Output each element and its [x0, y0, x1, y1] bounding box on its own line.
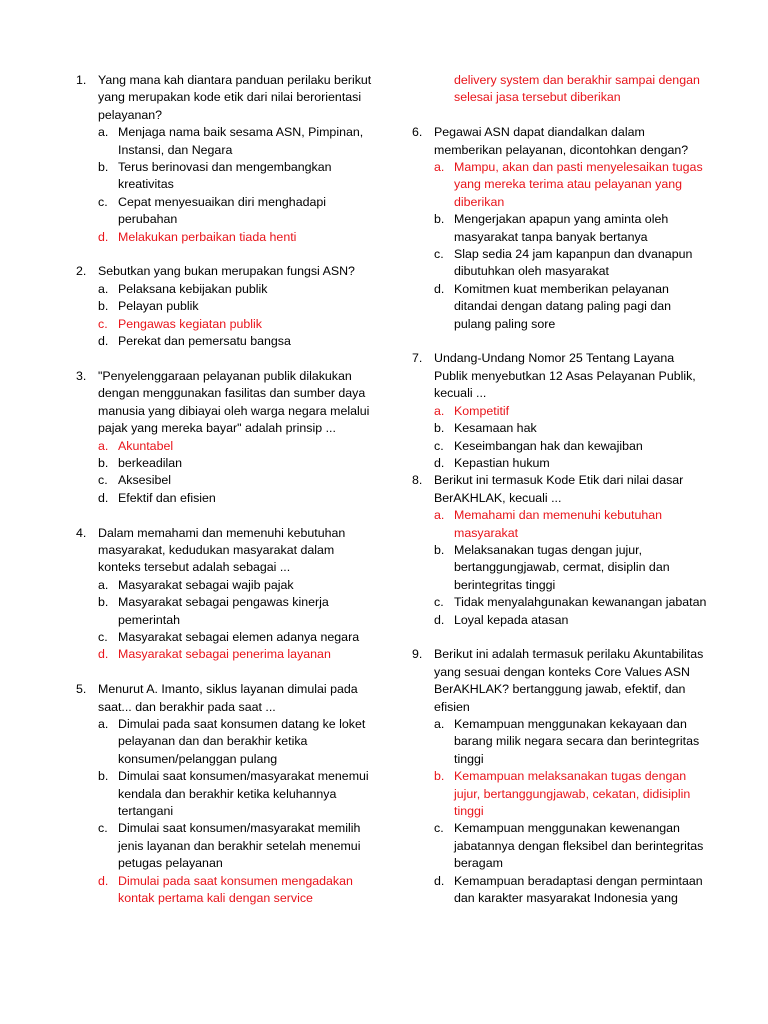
option-text: Dimulai pada saat konsumen mengadakan kontak pertama kali dengan service — [118, 873, 353, 906]
option-letter: d. — [434, 873, 445, 888]
option-text: Dimulai saat konsumen/masyarakat memilih jenis layanan dan berakhir setelah menemui petugas pelayanan — [118, 821, 361, 871]
option — [98, 124, 372, 159]
question-2 — [72, 263, 372, 350]
option-list — [434, 159, 708, 333]
question-number: 3. — [76, 368, 87, 383]
option-text: Efektif dan efisien — [118, 490, 216, 505]
option — [434, 420, 708, 437]
option-letter: a. — [98, 438, 109, 453]
option-text: Dimulai saat konsumen/masyarakat menemui kendala dan berakhir ketika keluhannya tertangani — [118, 769, 369, 818]
option-letter: b. — [98, 160, 109, 175]
option-text: Tidak menyalahgunakan kewanangan jabatan — [454, 595, 707, 610]
option — [434, 281, 708, 333]
option-letter: b. — [98, 455, 109, 470]
option-letter: d. — [434, 281, 445, 296]
option-text: Kemampuan menggunakan kekayaan dan barang milik negara secara dan berintegritas tinggi — [454, 716, 700, 766]
option-correct — [98, 873, 372, 908]
option — [98, 333, 372, 350]
spacer — [408, 107, 708, 124]
option-list — [434, 403, 708, 473]
option-list — [98, 124, 372, 246]
question-text: Dalam memahami dan memenuhi kebutuhan masyarakat, kedudukan masyarakat dalam konteks tersebut adalah sebagai ... — [98, 525, 346, 575]
spacer — [72, 664, 372, 681]
option-text: Masyarakat sebagai penerima layanan — [118, 647, 331, 662]
question-text: Berikut ini adalah termasuk perilaku Akuntabilitas yang sesuai dengan konteks Core Values ASN BerAKHLAK? bertanggung jawab, efektif, dan efisien — [434, 647, 704, 714]
option-text: Memahami dan memenuhi kebutuhan masyarakat — [454, 508, 663, 540]
option-text: Loyal kepada atasan — [454, 612, 569, 627]
option-list — [98, 281, 372, 351]
option-letter: a. — [434, 160, 445, 175]
option-letter: b. — [434, 542, 445, 557]
question-number: 1. — [76, 73, 87, 87]
option-letter: d. — [98, 334, 109, 349]
option-letter: c. — [98, 629, 108, 644]
option-letter: a. — [434, 716, 445, 731]
question-1 — [72, 72, 372, 246]
option-letter: b. — [98, 595, 109, 610]
spacer — [408, 333, 708, 350]
option — [98, 490, 372, 507]
option-letter: c. — [434, 438, 444, 453]
question-5 — [72, 681, 372, 907]
option-letter: d. — [98, 647, 109, 662]
option — [98, 455, 372, 472]
option-text: Keseimbangan hak dan kewajiban — [454, 438, 643, 453]
option-text: Menjaga nama baik sesama ASN, Pimpinan, Instansi, dan Negara — [118, 125, 364, 157]
option — [434, 594, 708, 611]
option — [434, 820, 708, 872]
question-number: 7. — [412, 351, 423, 366]
question-4 — [72, 525, 372, 664]
option-list — [434, 507, 708, 629]
spacer — [408, 629, 708, 646]
option — [98, 594, 372, 629]
option — [434, 542, 708, 594]
option-letter: b. — [98, 769, 109, 784]
option-text: Melakukan perbaikan tiada henti — [118, 229, 297, 244]
option-letter: b. — [98, 299, 109, 314]
question-number: 8. — [412, 473, 423, 488]
option — [434, 716, 708, 768]
right-column — [408, 72, 708, 907]
option-text: Kepastian hukum — [454, 455, 550, 470]
option-letter: b. — [434, 769, 445, 784]
option-letter: a. — [98, 125, 109, 140]
option-letter: d. — [434, 612, 445, 627]
option-text: Pelayan publik — [118, 299, 199, 314]
option — [98, 472, 372, 489]
option-letter: c. — [98, 473, 108, 488]
question-6 — [408, 124, 708, 333]
spacer — [72, 246, 372, 263]
option-text: Kesamaan hak — [454, 421, 537, 436]
option — [98, 577, 372, 594]
option-correct — [434, 507, 708, 542]
question-text: Undang-Undang Nomor 25 Tentang Layana Publik menyebutkan 12 Asas Pelayanan Publik, kecuali ... — [434, 351, 696, 401]
option — [434, 246, 708, 281]
option-text: Aksesibel — [118, 473, 172, 488]
option-list — [434, 716, 708, 907]
option-correct — [98, 646, 372, 663]
option-letter: c. — [434, 595, 444, 610]
question-number: 9. — [412, 647, 423, 662]
option — [98, 159, 372, 194]
option-letter: c. — [98, 316, 108, 331]
option-text: Masyarakat sebagai wajib pajak — [118, 577, 294, 592]
question-8 — [408, 472, 708, 629]
option-letter: a. — [98, 716, 109, 731]
left-column — [72, 72, 372, 907]
option-correct — [98, 438, 372, 455]
option-correct — [98, 229, 372, 246]
question-number: 2. — [76, 264, 87, 279]
option-text: Kemampuan melaksanakan tugas dengan jujur, bertanggungjawab, cekatan, didisiplin tinggi — [454, 769, 691, 819]
option-letter: d. — [98, 229, 109, 244]
option — [98, 768, 372, 820]
option-text: Cepat menyesuaikan diri menghadapi perubahan — [118, 194, 327, 227]
option-letter: b. — [434, 212, 445, 227]
question-7 — [408, 350, 708, 472]
option-letter: d. — [434, 455, 445, 470]
option-text: Terus berinovasi dan mengembangkan kreativitas — [118, 160, 332, 192]
question-number: 6. — [412, 125, 423, 140]
question-text: Menurut A. Imanto, siklus layanan dimulai pada saat... dan berakhir pada saat ... — [98, 682, 358, 714]
question-text: Berikut ini termasuk Kode Etik dari nilai dasar BerAKHLAK, kecuali ... — [434, 473, 684, 505]
option-text: Perekat dan pemersatu bangsa — [118, 334, 291, 349]
option-text: Dimulai pada saat konsumen datang ke loket pelayanan dan dan berakhir ketika konsumen/pelanggan pulang — [118, 716, 366, 766]
option-correct — [434, 403, 708, 420]
option-letter: b. — [434, 421, 445, 436]
option-text: Melaksanakan tugas dengan jujur, bertanggungjawab, cermat, disiplin dan berintegritas tinggi — [454, 542, 670, 592]
option-letter: a. — [98, 577, 109, 592]
option-list — [98, 438, 372, 508]
option-letter: d. — [98, 873, 109, 888]
option — [434, 438, 708, 455]
spacer — [72, 350, 372, 367]
option-text: Kemampuan beradaptasi dengan permintaan dan karakter masyarakat Indonesia yang — [454, 873, 703, 906]
option — [98, 716, 372, 768]
question-3 — [72, 368, 372, 507]
option-letter: d. — [98, 490, 109, 505]
question-number: 4. — [76, 525, 87, 540]
option-text: berkeadilan — [118, 455, 183, 470]
option-list — [98, 716, 372, 907]
option — [98, 629, 372, 646]
option — [98, 298, 372, 315]
option-letter: c. — [98, 821, 108, 836]
option — [434, 612, 708, 629]
option-continuation: delivery system dan berakhir sampai dengan selesai jasa tersebut diberikan — [454, 73, 700, 105]
option-text: Mengerjakan apapun yang aminta oleh masyarakat tanpa banyak bertanya — [454, 212, 669, 244]
option-letter: a. — [98, 281, 109, 296]
option-text: Masyarakat sebagai pengawas kinerja pemerintah — [118, 595, 329, 627]
option-text: Komitmen kuat memberikan pelayanan ditandai dengan datang paling pagi dan pulang paling sore — [454, 281, 672, 331]
option — [98, 194, 372, 229]
question-text: "Penyelenggaraan pelayanan publik dilakukan dengan menggunakan fasilitas dan sumber daya manusia yang dibiayai oleh warga negara melalui pajak yang mereka bayar" adalah prinsip ... — [98, 368, 370, 436]
option-text: Mampu, akan dan pasti menyelesaikan tugas yang mereka terima atau pelayanan yang diberikan — [454, 160, 703, 209]
option-letter: a. — [434, 508, 445, 523]
option — [98, 820, 372, 872]
option-text: Akuntabel — [118, 438, 174, 453]
option-correct — [434, 768, 708, 820]
option-letter: c. — [434, 821, 444, 836]
option-text: Slap sedia 24 jam kapanpun dan dvanapun dibutuhkan oleh masyarakat — [454, 247, 693, 279]
option — [98, 281, 372, 298]
option-text: Kompetitif — [454, 403, 510, 418]
option-list — [98, 577, 372, 664]
option — [434, 873, 708, 908]
option-text: Kemampuan menggunakan kewenangan jabatannya dengan fleksibel dan berintegritas beragam — [454, 821, 704, 871]
option-correct — [98, 316, 372, 333]
option — [434, 211, 708, 246]
option-text: Pelaksana kebijakan publik — [118, 281, 268, 296]
spacer — [72, 507, 372, 524]
option-letter: c. — [98, 194, 108, 209]
question-9 — [408, 646, 708, 907]
option-text: Masyarakat sebagai elemen adanya negara — [118, 629, 360, 644]
option-correct — [434, 159, 708, 211]
option-letter: c. — [434, 247, 444, 262]
question-number: 5. — [76, 682, 87, 697]
question-text: Pegawai ASN dapat diandalkan dalam memberikan pelayanan, dicontohkan dengan? — [434, 125, 689, 157]
question-text: Yang mana kah diantara panduan perilaku berikut yang merupakan kode etik dari nilai berorientasi pelayanan? — [98, 73, 372, 122]
option-letter: a. — [434, 403, 445, 418]
question-text: Sebutkan yang bukan merupakan fungsi ASN? — [98, 264, 355, 279]
option — [434, 455, 708, 472]
option-text: Pengawas kegiatan publik — [118, 316, 262, 331]
